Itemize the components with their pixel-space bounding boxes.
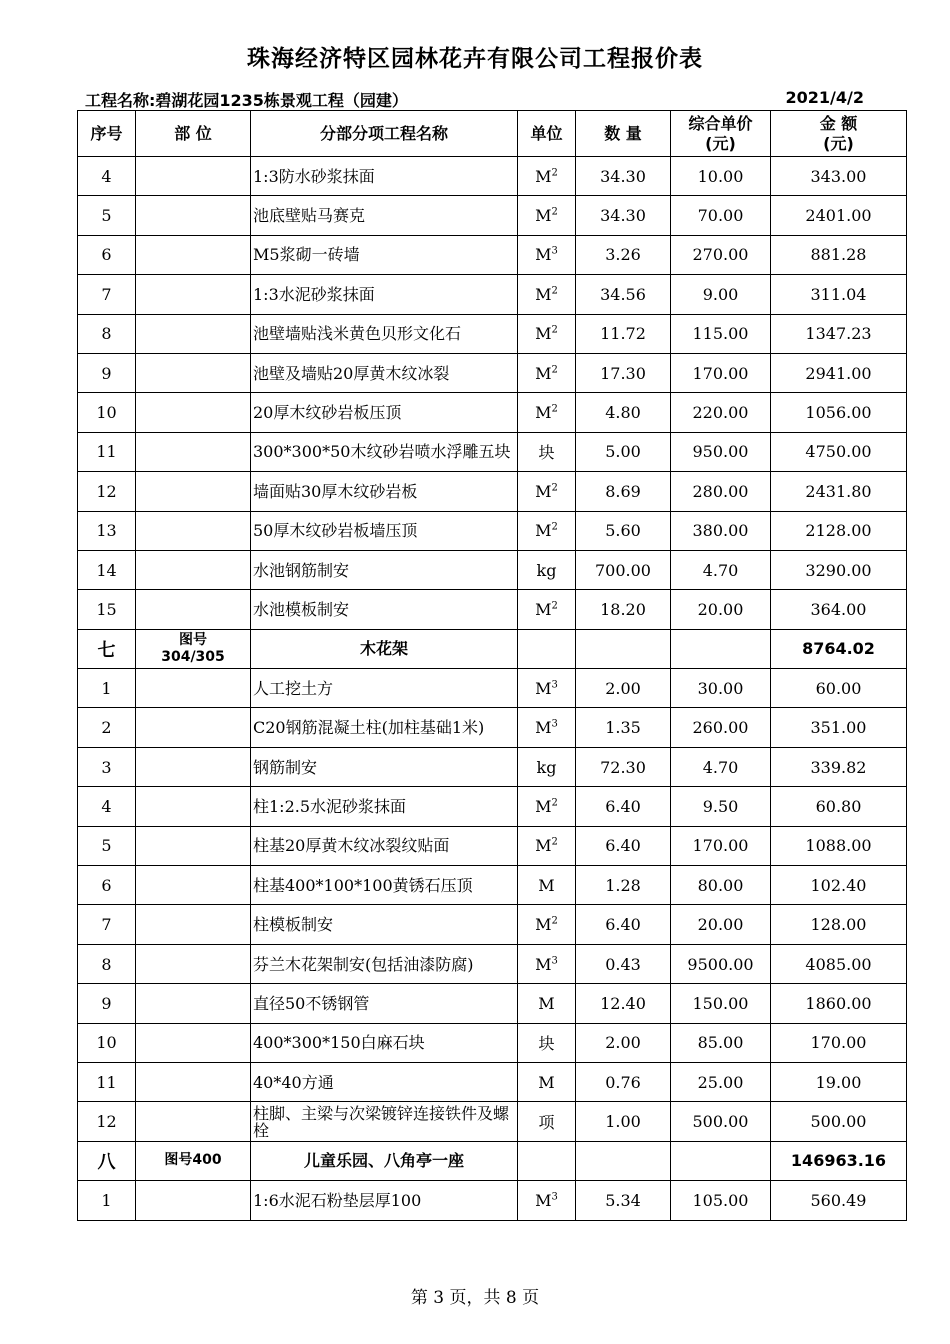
cell-unit bbox=[518, 432, 576, 471]
cell-name: 300*300*50木纹砂岩喷水浮雕五块 bbox=[251, 432, 518, 471]
cell-price: 500.00 bbox=[671, 1102, 771, 1141]
cell-seq: 14 bbox=[78, 550, 136, 589]
header-name: 分部分项工程名称 bbox=[251, 111, 518, 157]
cell-seq: 7 bbox=[78, 275, 136, 314]
cell-part bbox=[136, 393, 251, 432]
unit-text: M bbox=[535, 166, 552, 186]
cell-amount: 146963.16 bbox=[771, 1141, 907, 1180]
quotation-table bbox=[77, 110, 907, 1221]
cell-qty: 34.30 bbox=[576, 196, 671, 235]
cell-seq: 2 bbox=[78, 708, 136, 747]
cell-seq: 3 bbox=[78, 747, 136, 786]
cell-name: 400*300*150白麻石块 bbox=[251, 1023, 518, 1062]
cell-unit bbox=[518, 787, 576, 826]
cell-name: 水池钢筋制安 bbox=[251, 550, 518, 589]
cell-part bbox=[136, 944, 251, 983]
cell-unit bbox=[518, 157, 576, 196]
cell-amount: 311.04 bbox=[771, 275, 907, 314]
cell-seq: 1 bbox=[78, 669, 136, 708]
table-row bbox=[78, 393, 907, 432]
cell-name: 50厚木纹砂岩板墙压顶 bbox=[251, 511, 518, 550]
cell-price: 9.00 bbox=[671, 275, 771, 314]
table-row bbox=[78, 314, 907, 353]
cell-price: 30.00 bbox=[671, 669, 771, 708]
cell-name: 柱基400*100*100黄锈石压顶 bbox=[251, 866, 518, 905]
cell-seq: 8 bbox=[78, 314, 136, 353]
cell-part bbox=[136, 1023, 251, 1062]
unit-superscript: 2 bbox=[551, 324, 558, 336]
cell-qty: 0.76 bbox=[576, 1062, 671, 1101]
cell-price: 20.00 bbox=[671, 905, 771, 944]
cell-price: 10.00 bbox=[671, 157, 771, 196]
cell-qty: 1.28 bbox=[576, 866, 671, 905]
unit-text: M bbox=[535, 915, 552, 935]
cell-unit bbox=[518, 1062, 576, 1101]
unit-superscript: 2 bbox=[551, 797, 558, 809]
table-row bbox=[78, 472, 907, 511]
cell-seq: 6 bbox=[78, 235, 136, 274]
cell-unit bbox=[518, 708, 576, 747]
cell-seq: 12 bbox=[78, 472, 136, 511]
table-row bbox=[78, 432, 907, 471]
unit-text: M bbox=[535, 206, 552, 226]
cell-seq: 5 bbox=[78, 196, 136, 235]
cell-qty: 5.60 bbox=[576, 511, 671, 550]
cell-qty: 5.34 bbox=[576, 1181, 671, 1220]
cell-amount: 2941.00 bbox=[771, 353, 907, 392]
cell-price: 4.70 bbox=[671, 550, 771, 589]
cell-qty: 17.30 bbox=[576, 353, 671, 392]
unit-text: M bbox=[535, 796, 552, 816]
header-amount bbox=[771, 111, 907, 157]
cell-unit bbox=[518, 1102, 576, 1141]
cell-name: 柱基20厚黄木纹冰裂纹贴面 bbox=[251, 826, 518, 865]
cell-price: 25.00 bbox=[671, 1062, 771, 1101]
document-title: 珠海经济特区园林花卉有限公司工程报价表 bbox=[247, 46, 703, 72]
unit-superscript: 2 bbox=[551, 285, 558, 297]
cell-part bbox=[136, 905, 251, 944]
header-price bbox=[671, 111, 771, 157]
cell-amount: 881.28 bbox=[771, 235, 907, 274]
cell-qty: 11.72 bbox=[576, 314, 671, 353]
cell-name: C20钢筋混凝土柱(加柱基础1米) bbox=[251, 708, 518, 747]
cell-qty: 34.30 bbox=[576, 157, 671, 196]
cell-part bbox=[136, 747, 251, 786]
table-row bbox=[78, 669, 907, 708]
cell-price: 170.00 bbox=[671, 353, 771, 392]
unit-text: M bbox=[538, 1072, 555, 1092]
cell-part bbox=[136, 472, 251, 511]
cell-name: 芬兰木花架制安(包括油漆防腐) bbox=[251, 944, 518, 983]
cell-price: 150.00 bbox=[671, 984, 771, 1023]
cell-name: 水池模板制安 bbox=[251, 590, 518, 629]
unit-text: M bbox=[538, 993, 555, 1013]
header-amount-line1: 金 额 bbox=[819, 113, 858, 133]
cell-amount: 364.00 bbox=[771, 590, 907, 629]
cell-unit bbox=[518, 984, 576, 1023]
cell-seq: 八 bbox=[78, 1141, 136, 1180]
cell-price bbox=[671, 1141, 771, 1180]
table-row bbox=[78, 747, 907, 786]
cell-part bbox=[136, 1062, 251, 1101]
cell-price: 170.00 bbox=[671, 826, 771, 865]
cell-part bbox=[136, 275, 251, 314]
cell-amount: 2128.00 bbox=[771, 511, 907, 550]
cell-part bbox=[136, 157, 251, 196]
unit-text: M bbox=[535, 481, 552, 501]
unit-text: M bbox=[535, 836, 552, 856]
cell-amount: 19.00 bbox=[771, 1062, 907, 1101]
cell-seq: 7 bbox=[78, 905, 136, 944]
cell-name: 池底壁贴马赛克 bbox=[251, 196, 518, 235]
unit-superscript: 2 bbox=[551, 915, 558, 927]
cell-price: 20.00 bbox=[671, 590, 771, 629]
cell-price: 80.00 bbox=[671, 866, 771, 905]
cell-amount: 102.40 bbox=[771, 866, 907, 905]
cell-qty: 6.40 bbox=[576, 826, 671, 865]
cell-amount: 500.00 bbox=[771, 1102, 907, 1141]
table-row bbox=[78, 1102, 907, 1141]
cell-name: 钢筋制安 bbox=[251, 747, 518, 786]
table-row bbox=[78, 984, 907, 1023]
unit-text: M bbox=[535, 284, 552, 304]
table-row bbox=[78, 1062, 907, 1101]
unit-superscript: 3 bbox=[551, 1191, 558, 1203]
table-row bbox=[78, 157, 907, 196]
cell-part bbox=[136, 235, 251, 274]
cell-amount: 2431.80 bbox=[771, 472, 907, 511]
cell-price: 380.00 bbox=[671, 511, 771, 550]
cell-qty bbox=[576, 1141, 671, 1180]
cell-part bbox=[136, 866, 251, 905]
cell-part bbox=[136, 590, 251, 629]
cell-seq: 13 bbox=[78, 511, 136, 550]
unit-text: M bbox=[538, 875, 555, 895]
cell-qty: 1.35 bbox=[576, 708, 671, 747]
cell-unit bbox=[518, 235, 576, 274]
cell-unit bbox=[518, 1141, 576, 1180]
unit-text: M bbox=[535, 521, 552, 541]
cell-price: 9500.00 bbox=[671, 944, 771, 983]
cell-part bbox=[136, 669, 251, 708]
cell-qty: 5.00 bbox=[576, 432, 671, 471]
cell-amount: 60.00 bbox=[771, 669, 907, 708]
cell-amount: 60.80 bbox=[771, 787, 907, 826]
unit-text: 块 bbox=[538, 443, 555, 463]
cell-part bbox=[136, 550, 251, 589]
section-row bbox=[78, 1141, 907, 1180]
cell-seq: 七 bbox=[78, 629, 136, 668]
project-name: 工程名称:碧湖花园1235栋景观工程（园建） bbox=[85, 91, 408, 110]
table-row bbox=[78, 511, 907, 550]
cell-unit bbox=[518, 905, 576, 944]
table-row bbox=[78, 1181, 907, 1220]
cell-name: 40*40方通 bbox=[251, 1062, 518, 1101]
cell-name: 墙面贴30厚木纹砂岩板 bbox=[251, 472, 518, 511]
cell-qty: 72.30 bbox=[576, 747, 671, 786]
cell-unit bbox=[518, 826, 576, 865]
unit-text: M bbox=[535, 1190, 552, 1210]
unit-superscript: 3 bbox=[551, 718, 558, 730]
unit-text: M bbox=[535, 678, 552, 698]
cell-part bbox=[136, 314, 251, 353]
cell-part bbox=[136, 826, 251, 865]
cell-amount: 1088.00 bbox=[771, 826, 907, 865]
table-row bbox=[78, 944, 907, 983]
cell-name: 1:6水泥石粉垫层厚100 bbox=[251, 1181, 518, 1220]
unit-text: M bbox=[535, 954, 552, 974]
header-price-line1: 综合单价 bbox=[688, 113, 753, 133]
cell-qty: 6.40 bbox=[576, 787, 671, 826]
cell-seq: 9 bbox=[78, 984, 136, 1023]
cell-unit bbox=[518, 472, 576, 511]
cell-seq: 9 bbox=[78, 353, 136, 392]
cell-qty: 6.40 bbox=[576, 905, 671, 944]
unit-text: M bbox=[535, 363, 552, 383]
cell-qty: 0.43 bbox=[576, 944, 671, 983]
cell-seq: 10 bbox=[78, 393, 136, 432]
unit-superscript: 2 bbox=[551, 600, 558, 612]
cell-unit bbox=[518, 550, 576, 589]
section-row bbox=[78, 629, 907, 668]
unit-text: M bbox=[535, 403, 552, 423]
unit-text: M bbox=[535, 718, 552, 738]
table-row bbox=[78, 353, 907, 392]
cell-seq: 8 bbox=[78, 944, 136, 983]
table-row bbox=[78, 1023, 907, 1062]
cell-amount: 1860.00 bbox=[771, 984, 907, 1023]
cell-amount: 560.49 bbox=[771, 1181, 907, 1220]
page-footer: 第 3 页，共 8 页 bbox=[410, 1288, 540, 1308]
unit-text: kg bbox=[536, 757, 557, 777]
unit-superscript: 2 bbox=[551, 364, 558, 376]
unit-text: 块 bbox=[538, 1034, 555, 1054]
unit-superscript: 2 bbox=[551, 482, 558, 494]
table-body bbox=[78, 157, 907, 1221]
cell-amount: 2401.00 bbox=[771, 196, 907, 235]
cell-unit bbox=[518, 1181, 576, 1220]
cell-amount: 343.00 bbox=[771, 157, 907, 196]
table-row bbox=[78, 550, 907, 589]
cell-part: 图号400 bbox=[136, 1141, 251, 1180]
cell-unit bbox=[518, 866, 576, 905]
unit-text: 项 bbox=[538, 1113, 555, 1133]
cell-part bbox=[136, 787, 251, 826]
cell-unit bbox=[518, 196, 576, 235]
cell-seq: 4 bbox=[78, 787, 136, 826]
cell-amount: 351.00 bbox=[771, 708, 907, 747]
cell-name: 木花架 bbox=[251, 629, 518, 668]
cell-amount: 128.00 bbox=[771, 905, 907, 944]
cell-price: 260.00 bbox=[671, 708, 771, 747]
cell-name: 20厚木纹砂岩板压顶 bbox=[251, 393, 518, 432]
cell-seq: 12 bbox=[78, 1102, 136, 1141]
document-date: 2021/4/2 bbox=[785, 88, 864, 107]
cell-part bbox=[136, 1181, 251, 1220]
cell-unit bbox=[518, 314, 576, 353]
cell-price: 220.00 bbox=[671, 393, 771, 432]
cell-price: 270.00 bbox=[671, 235, 771, 274]
unit-superscript: 2 bbox=[551, 403, 558, 415]
cell-seq: 11 bbox=[78, 432, 136, 471]
cell-part bbox=[136, 353, 251, 392]
unit-superscript: 3 bbox=[551, 246, 558, 258]
cell-price: 105.00 bbox=[671, 1181, 771, 1220]
cell-name: 柱1:2.5水泥砂浆抹面 bbox=[251, 787, 518, 826]
cell-qty: 2.00 bbox=[576, 1023, 671, 1062]
cell-qty: 1.00 bbox=[576, 1102, 671, 1141]
cell-price bbox=[671, 629, 771, 668]
cell-unit bbox=[518, 1023, 576, 1062]
cell-price: 115.00 bbox=[671, 314, 771, 353]
cell-amount: 4750.00 bbox=[771, 432, 907, 471]
cell-amount: 1056.00 bbox=[771, 393, 907, 432]
cell-part bbox=[136, 708, 251, 747]
table-row bbox=[78, 787, 907, 826]
unit-text: M bbox=[535, 599, 552, 619]
cell-name: 1:3水泥砂浆抹面 bbox=[251, 275, 518, 314]
cell-name: 直径50不锈钢管 bbox=[251, 984, 518, 1023]
table-header-row bbox=[78, 111, 907, 157]
cell-name: 1:3防水砂浆抹面 bbox=[251, 157, 518, 196]
cell-price: 70.00 bbox=[671, 196, 771, 235]
cell-seq: 5 bbox=[78, 826, 136, 865]
cell-seq: 6 bbox=[78, 866, 136, 905]
cell-qty: 2.00 bbox=[576, 669, 671, 708]
cell-qty: 4.80 bbox=[576, 393, 671, 432]
cell-unit bbox=[518, 353, 576, 392]
cell-unit bbox=[518, 944, 576, 983]
table-row bbox=[78, 826, 907, 865]
cell-seq: 4 bbox=[78, 157, 136, 196]
cell-seq: 1 bbox=[78, 1181, 136, 1220]
cell-name: M5浆砌一砖墙 bbox=[251, 235, 518, 274]
cell-price: 4.70 bbox=[671, 747, 771, 786]
unit-superscript: 2 bbox=[551, 206, 558, 218]
cell-qty: 3.26 bbox=[576, 235, 671, 274]
cell-part bbox=[136, 1102, 251, 1141]
cell-unit bbox=[518, 275, 576, 314]
cell-price: 9.50 bbox=[671, 787, 771, 826]
cell-amount: 1347.23 bbox=[771, 314, 907, 353]
header-seq: 序号 bbox=[78, 111, 136, 157]
cell-part bbox=[136, 984, 251, 1023]
cell-price: 85.00 bbox=[671, 1023, 771, 1062]
cell-unit bbox=[518, 669, 576, 708]
cell-amount: 8764.02 bbox=[771, 629, 907, 668]
unit-text: kg bbox=[536, 560, 557, 580]
table-row bbox=[78, 196, 907, 235]
cell-part bbox=[136, 196, 251, 235]
cell-qty: 18.20 bbox=[576, 590, 671, 629]
cell-part bbox=[136, 511, 251, 550]
table-row bbox=[78, 708, 907, 747]
cell-unit bbox=[518, 511, 576, 550]
cell-name: 池壁墙贴浅米黄色贝形文化石 bbox=[251, 314, 518, 353]
cell-name: 柱模板制安 bbox=[251, 905, 518, 944]
cell-amount: 170.00 bbox=[771, 1023, 907, 1062]
cell-unit bbox=[518, 393, 576, 432]
cell-unit bbox=[518, 747, 576, 786]
table-row bbox=[78, 235, 907, 274]
cell-qty: 8.69 bbox=[576, 472, 671, 511]
cell-amount: 4085.00 bbox=[771, 944, 907, 983]
cell-qty: 12.40 bbox=[576, 984, 671, 1023]
cell-unit bbox=[518, 590, 576, 629]
cell-name: 人工挖土方 bbox=[251, 669, 518, 708]
unit-text: M bbox=[535, 324, 552, 344]
cell-amount: 3290.00 bbox=[771, 550, 907, 589]
unit-superscript: 3 bbox=[551, 679, 558, 691]
cell-seq: 10 bbox=[78, 1023, 136, 1062]
cell-qty bbox=[576, 629, 671, 668]
cell-name: 儿童乐园、八角亭一座 bbox=[251, 1141, 518, 1180]
table-row bbox=[78, 590, 907, 629]
cell-qty: 34.56 bbox=[576, 275, 671, 314]
table-row bbox=[78, 866, 907, 905]
header-qty: 数 量 bbox=[576, 111, 671, 157]
header-amount-line2: (元) bbox=[823, 133, 854, 153]
header-price-line2: (元) bbox=[705, 133, 736, 153]
cell-part: 图号 304/305 bbox=[136, 629, 251, 668]
cell-name: 柱脚、主梁与次梁镀锌连接铁件及螺栓 bbox=[251, 1102, 518, 1141]
unit-superscript: 3 bbox=[551, 955, 558, 967]
unit-superscript: 2 bbox=[551, 837, 558, 848]
cell-amount: 339.82 bbox=[771, 747, 907, 786]
cell-price: 280.00 bbox=[671, 472, 771, 511]
cell-part bbox=[136, 432, 251, 471]
header-part: 部 位 bbox=[136, 111, 251, 157]
cell-seq: 15 bbox=[78, 590, 136, 629]
unit-text: M bbox=[535, 245, 552, 265]
cell-qty: 700.00 bbox=[576, 550, 671, 589]
cell-seq: 11 bbox=[78, 1062, 136, 1101]
header-unit: 单位 bbox=[518, 111, 576, 157]
table-row bbox=[78, 905, 907, 944]
table-row bbox=[78, 275, 907, 314]
cell-name: 池壁及墙贴20厚黄木纹冰裂 bbox=[251, 353, 518, 392]
unit-superscript: 2 bbox=[551, 521, 558, 533]
cell-price: 950.00 bbox=[671, 432, 771, 471]
unit-superscript: 2 bbox=[551, 167, 558, 179]
cell-unit bbox=[518, 629, 576, 668]
